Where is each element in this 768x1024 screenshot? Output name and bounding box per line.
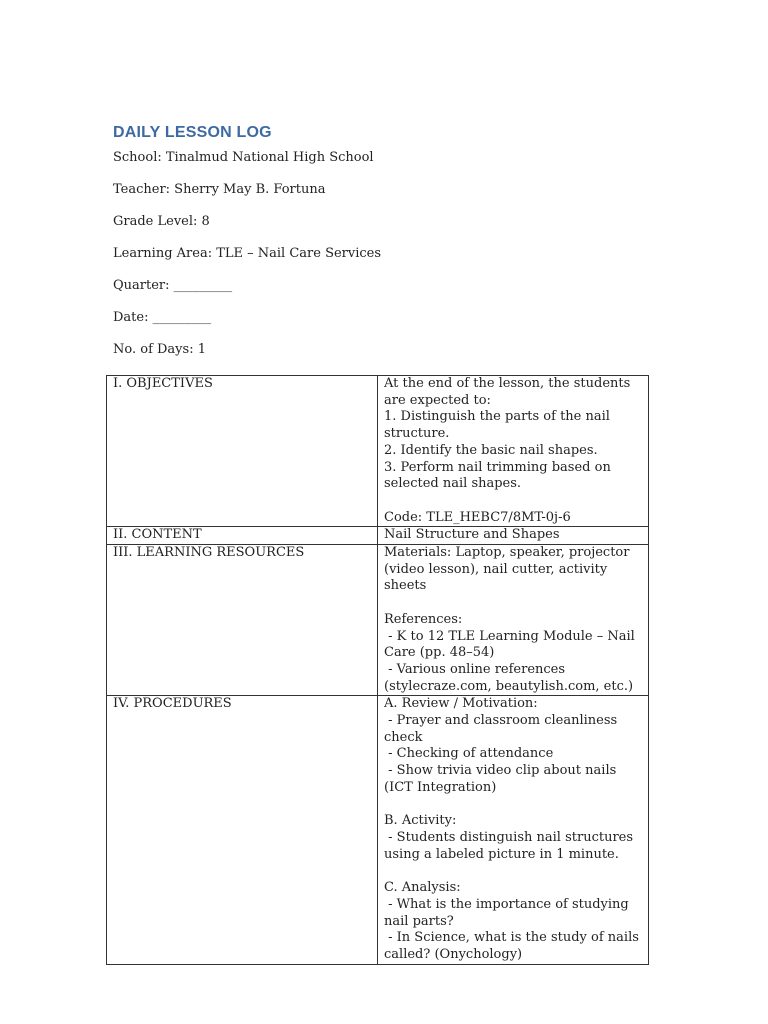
objectives-label: I. OBJECTIVES xyxy=(107,376,378,527)
date-line: Date: _________ xyxy=(113,310,212,325)
table-row xyxy=(107,696,649,964)
lesson-table xyxy=(106,375,649,965)
quarter-line: Quarter: _________ xyxy=(113,278,233,293)
document-title: DAILY LESSON LOG xyxy=(113,124,272,141)
table-row xyxy=(107,527,649,545)
table-row xyxy=(107,545,649,696)
content-value: Nail Structure and Shapes xyxy=(378,527,649,545)
grade-level-line: Grade Level: 8 xyxy=(113,214,210,229)
school-line: School: Tinalmud National High School xyxy=(113,150,374,165)
table-row xyxy=(107,376,649,527)
procedures-label: IV. PROCEDURES xyxy=(107,696,378,964)
learning-resources-content: Materials: Laptop, speaker, projector (video lesson), nail cutter, activity sheets References: - K to 12 TLE Learning Module – Nail Care (pp. 48–54) - Various online references (stylecraze.com, beautylish.com, etc.) xyxy=(378,545,649,696)
days-line: No. of Days: 1 xyxy=(113,342,206,357)
procedures-content: A. Review / Motivation: - Prayer and classroom cleanliness check - Checking of attendance - Show trivia video clip about nails (ICT Integration) B. Activity: - Students distinguish nail structures using a labeled picture in 1 minute. C. Analysis: - What is the importance of studying nail parts? - In Science, what is the study of nails called? (Onychology) xyxy=(378,696,649,964)
content-label: II. CONTENT xyxy=(107,527,378,545)
learning-resources-label: III. LEARNING RESOURCES xyxy=(107,545,378,696)
learning-area-line: Learning Area: TLE – Nail Care Services xyxy=(113,246,382,261)
objectives-content: At the end of the lesson, the students are expected to: 1. Distinguish the parts of the nail structure. 2. Identify the basic nail shapes. 3. Perform nail trimming based on selected nail shapes. Code: TLE_HEBC7/8MT-0j-6 xyxy=(378,376,649,527)
teacher-line: Teacher: Sherry May B. Fortuna xyxy=(113,182,326,197)
